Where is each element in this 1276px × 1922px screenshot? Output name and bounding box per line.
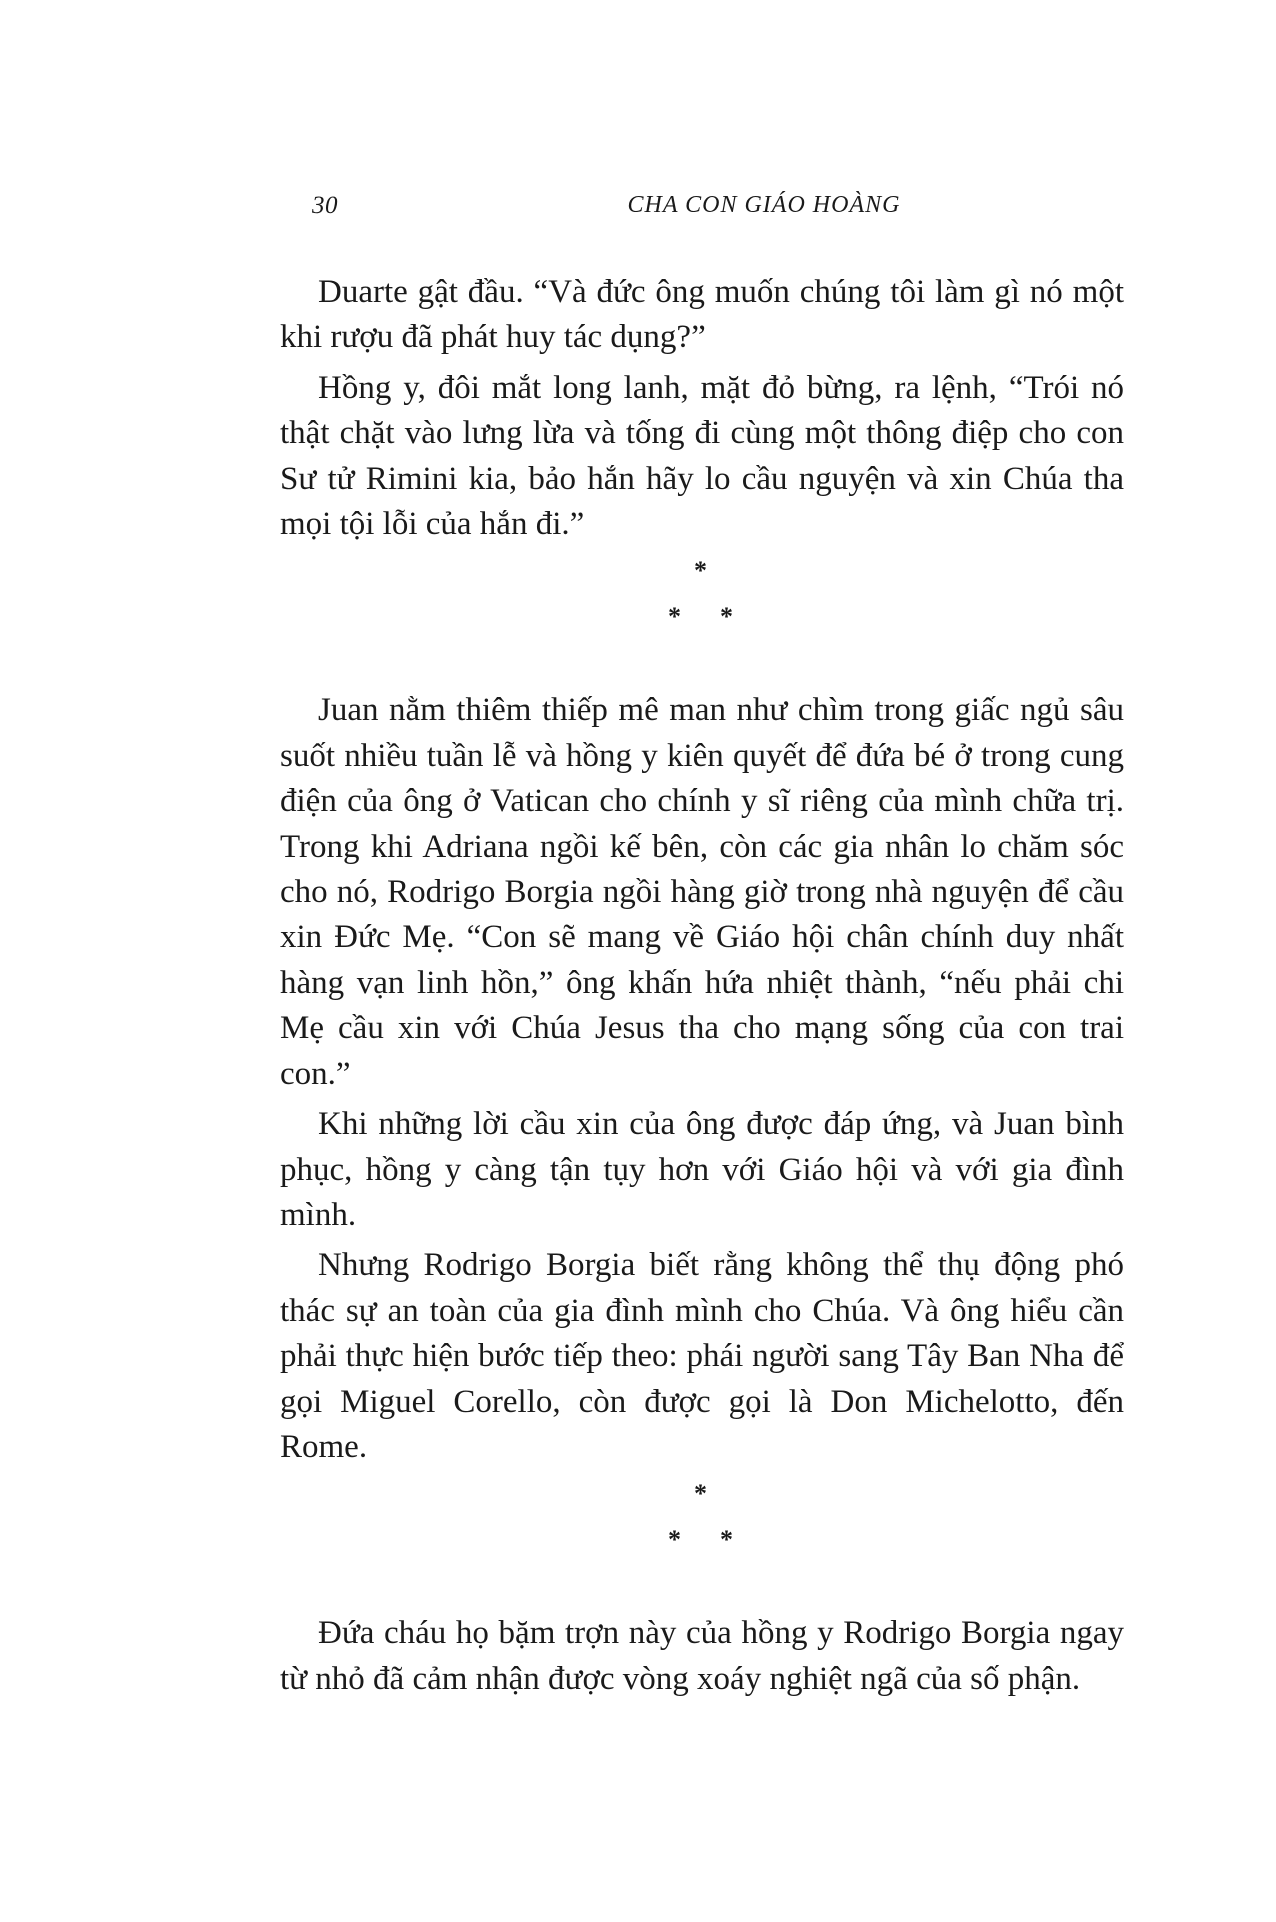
separator-star: *: [720, 602, 733, 632]
page-header: [312, 192, 1136, 232]
separator-star: *: [694, 1479, 707, 1509]
paragraph: Khi những lời cầu xin của ông được đáp ứng, và Juan bình phục, hồng y càng tận tụy hơn với Giáo hội và với gia đình mình.: [280, 1106, 1124, 1233]
separator-star: *: [694, 556, 707, 586]
section-separator: [280, 1475, 1124, 1573]
separator-star: *: [720, 1525, 733, 1555]
body-text: [280, 270, 1124, 1707]
paragraph: Duarte gật đầu. “Và đức ông muốn chúng tôi làm gì nó một khi rượu đã phát huy tác dụng?”: [280, 274, 1124, 356]
separator-star: *: [668, 602, 681, 632]
paragraph: Juan nằm thiêm thiếp mê man như chìm trong giấc ngủ sâu suốt nhiều tuần lễ và hồng y kiên quyết để đứa bé ở trong cung điện của ông ở Vatican cho chính y sĩ riêng của mình chữa trị. Trong khi Adriana ngồi kế bên, còn các gia nhân lo chăm sóc cho nó, Rodrigo Borgia ngồi hàng giờ trong nhà nguyện để cầu xin Đức Mẹ. “Con sẽ mang về Giáo hội chân chính duy nhất hàng vạn linh hồn,” ông khấn hứa nhiệt thành, “nếu phải chi Mẹ cầu xin với Chúa Jesus tha cho mạng sống của con trai con.”: [280, 692, 1124, 1092]
paragraph: Hồng y, đôi mắt long lanh, mặt đỏ bừng, ra lệnh, “Trói nó thật chặt vào lưng lừa và tống đi cùng một thông điệp cho con Sư tử Rimini kia, bảo hắn hãy lo cầu nguyện và xin Chúa tha mọi tội lỗi của hắn đi.”: [280, 369, 1124, 543]
paragraph: Đứa cháu họ bặm trợn này của hồng y Rodrigo Borgia ngay từ nhỏ đã cảm nhận được vòng xoáy nghiệt ngã của số phận.: [280, 1615, 1124, 1697]
separator-star: *: [668, 1525, 681, 1555]
running-title: CHA CON GIÁO HOÀNG: [627, 192, 901, 218]
section-separator: [280, 552, 1124, 650]
paragraph: Nhưng Rodrigo Borgia biết rằng không thể thụ động phó thác sự an toàn của gia đình mình cho Chúa. Và ông hiểu cần phải thực hiện bước tiếp theo: phái người sang Tây Ban Nha để gọi Miguel Corello, còn được gọi là Don Michelotto, đến Rome.: [280, 1247, 1124, 1465]
page-number: 30: [312, 192, 338, 219]
